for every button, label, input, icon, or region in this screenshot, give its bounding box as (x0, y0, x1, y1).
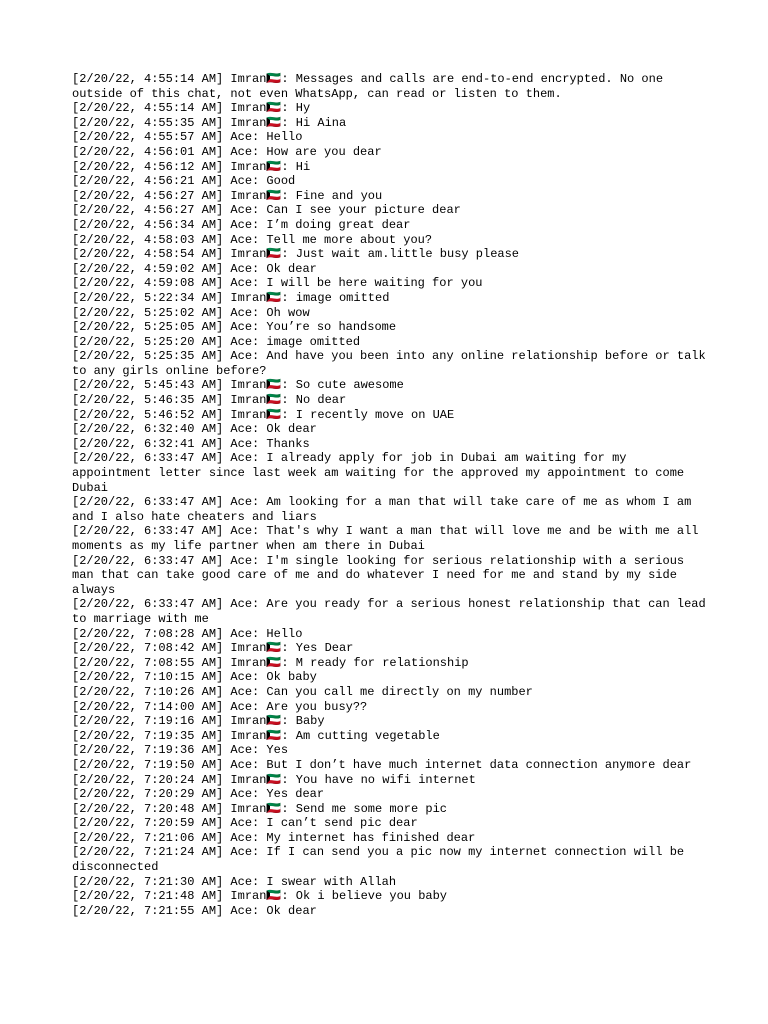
chat-line-46: [2/20/22, 7:21:30 AM] Ace: I swear with Allah (72, 874, 397, 889)
chat-line-30: [2/20/22, 7:08:28 AM] Ace: Hello (72, 626, 303, 641)
chat-line-34: [2/20/22, 7:10:26 AM] Ace: Can you call me directly on my number (72, 684, 533, 699)
chat-line-44: [2/20/22, 7:21:06 AM] Ace: My internet has finished dear (72, 830, 476, 845)
chat-line-25: [2/20/22, 6:33:47 AM] Ace: I already apply for job in Dubai am waiting for my appointment letter since last week am waiting for the approved my appointment to come Dubai (72, 451, 692, 495)
chat-line-47: [2/20/22, 7:21:48 AM] Imran🇰🇼: Ok i believe you baby (72, 889, 447, 904)
chat-line-37: [2/20/22, 7:19:35 AM] Imran🇰🇼: Am cutting vegetable (72, 728, 440, 743)
chat-line-20: [2/20/22, 5:45:43 AM] Imran🇰🇼: So cute awesome (72, 378, 404, 393)
chat-line-10: [2/20/22, 4:56:34 AM] Ace: I’m doing great dear (72, 217, 411, 232)
chat-line-4: [2/20/22, 4:55:57 AM] Ace: Hello (72, 130, 303, 145)
chat-line-3: [2/20/22, 4:55:35 AM] Imran🇰🇼: Hi Aina (72, 115, 347, 130)
chat-line-21: [2/20/22, 5:46:35 AM] Imran🇰🇼: No dear (72, 393, 347, 408)
chat-line-17: [2/20/22, 5:25:05 AM] Ace: You’re so handsome (72, 320, 397, 335)
chat-line-43: [2/20/22, 7:20:59 AM] Ace: I can’t send pic dear (72, 816, 418, 831)
chat-line-42: [2/20/22, 7:20:48 AM] Imran🇰🇼: Send me some more pic (72, 801, 447, 816)
chat-line-22: [2/20/22, 5:46:52 AM] Imran🇰🇼: I recently move on UAE (72, 407, 455, 422)
chat-line-23: [2/20/22, 6:32:40 AM] Ace: Ok dear (72, 422, 317, 437)
chat-line-5: [2/20/22, 4:56:01 AM] Ace: How are you dear (72, 144, 382, 159)
chat-line-48: [2/20/22, 7:21:55 AM] Ace: Ok dear (72, 903, 317, 918)
chat-line-40: [2/20/22, 7:20:24 AM] Imran🇰🇼: You have no wifi internet (72, 772, 476, 787)
chat-line-38: [2/20/22, 7:19:36 AM] Ace: Yes (72, 743, 289, 758)
chat-line-11: [2/20/22, 4:58:03 AM] Ace: Tell me more about you? (72, 232, 433, 247)
chat-line-1: [2/20/22, 4:55:14 AM] Imran🇰🇼: Messages and calls are end-to-end encrypted. No one outside of this chat, not even WhatsApp, can read or listen to them. (72, 72, 671, 101)
chat-line-29: [2/20/22, 6:33:47 AM] Ace: Are you ready for a serious honest relationship that can lead to marriage with me (72, 597, 713, 626)
chat-line-14: [2/20/22, 4:59:08 AM] Ace: I will be here waiting for you (72, 276, 483, 291)
chat-line-18: [2/20/22, 5:25:20 AM] Ace: image omitted (72, 334, 361, 349)
chat-line-24: [2/20/22, 6:32:41 AM] Ace: Thanks (72, 436, 310, 451)
chat-line-6: [2/20/22, 4:56:12 AM] Imran🇰🇼: Hi (72, 159, 311, 174)
chat-line-12: [2/20/22, 4:58:54 AM] Imran🇰🇼: Just wait am.little busy please (72, 247, 520, 262)
chat-line-39: [2/20/22, 7:19:50 AM] Ace: But I don’t have much internet data connection anymore dear (72, 757, 692, 772)
chat-line-35: [2/20/22, 7:14:00 AM] Ace: Are you busy?? (72, 699, 368, 714)
chat-line-45: [2/20/22, 7:21:24 AM] Ace: If I can send you a pic now my internet connection will be disconnected (72, 845, 692, 875)
chat-line-31: [2/20/22, 7:08:42 AM] Imran🇰🇼: Yes Dear (72, 641, 354, 656)
chat-line-41: [2/20/22, 7:20:29 AM] Ace: Yes dear (72, 787, 325, 802)
chat-line-26: [2/20/22, 6:33:47 AM] Ace: Am looking for a man that will take care of me as whom I am and I also hate cheaters and liars (72, 495, 699, 524)
chat-line-27: [2/20/22, 6:33:47 AM] Ace: That's why I want a man that will love me and be with me all moments as my life partner when am there in Dubai (72, 524, 706, 553)
chat-line-19: [2/20/22, 5:25:35 AM] Ace: And have you been into any online relationship before or talk to any girls online before? (72, 349, 713, 378)
chat-line-36: [2/20/22, 7:19:16 AM] Imran🇰🇼: Baby (72, 714, 325, 729)
chat-line-16: [2/20/22, 5:25:02 AM] Ace: Oh wow (72, 305, 310, 320)
chat-transcript (72, 72, 712, 918)
chat-line-32: [2/20/22, 7:08:55 AM] Imran🇰🇼: M ready for relationship (72, 655, 469, 670)
chat-line-7: [2/20/22, 4:56:21 AM] Ace: Good (72, 174, 296, 189)
chat-line-8: [2/20/22, 4:56:27 AM] Imran🇰🇼: Fine and you (72, 188, 383, 203)
chat-line-9: [2/20/22, 4:56:27 AM] Ace: Can I see your picture dear (72, 203, 461, 218)
chat-line-33: [2/20/22, 7:10:15 AM] Ace: Ok baby (72, 670, 317, 685)
chat-line-2: [2/20/22, 4:55:14 AM] Imran🇰🇼: Hy (72, 101, 311, 116)
chat-line-13: [2/20/22, 4:59:02 AM] Ace: Ok dear (72, 261, 317, 276)
chat-line-28: [2/20/22, 6:33:47 AM] Ace: I'm single looking for serious relationship with a serious man that can take good care of me and do whatever I need for me and stand by my side always (72, 553, 692, 597)
chat-line-15: [2/20/22, 5:22:34 AM] Imran🇰🇼: image omitted (72, 290, 390, 305)
